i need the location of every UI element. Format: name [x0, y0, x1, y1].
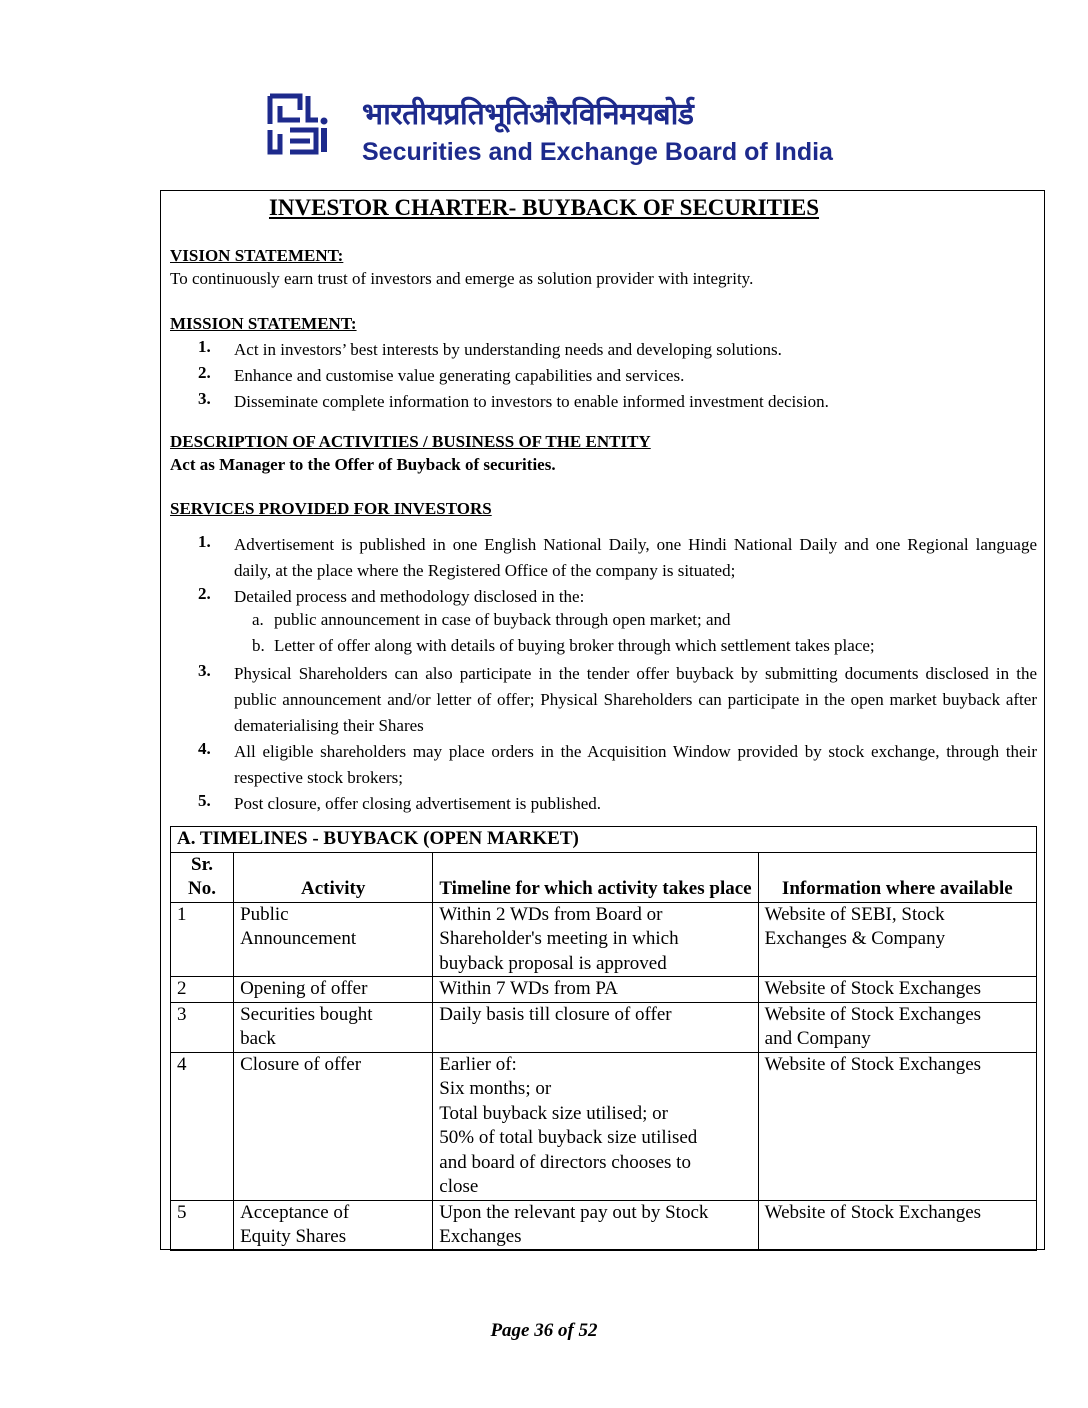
header-line: Timeline for which activity takes	[439, 878, 705, 899]
service-item-number: 5.	[198, 791, 211, 810]
cell-line: Six months; or	[439, 1078, 552, 1099]
service-item-number: 2.	[198, 584, 211, 603]
cell-line: Shareholder's meeting in which	[439, 928, 679, 949]
hindi-org-name: भारतीयप्रतिभूतिऔरविनिमयबोर्ड	[362, 97, 694, 132]
column-header-activity: Activity	[234, 852, 433, 902]
cell-timeline	[433, 902, 758, 977]
service-item-number: 3.	[198, 661, 211, 680]
table-row	[171, 1052, 1037, 1200]
cell-line: Exchanges	[439, 1226, 522, 1247]
service-item-number: 1.	[198, 532, 211, 551]
cell-line: Website of Stock Exchanges	[764, 1003, 982, 1025]
cell-activity	[234, 1052, 433, 1200]
cell-line: Acceptance of	[240, 1201, 350, 1223]
service-subitem-text: Letter of offer along with details of buying broker through which settlement takes place;	[274, 636, 875, 655]
column-header-info	[758, 852, 1036, 902]
description-heading: DESCRIPTION OF ACTIVITIES / BUSINESS OF THE ENTITY	[170, 432, 651, 451]
mission-item-number: 3.	[198, 389, 211, 408]
cell-line: back	[240, 1028, 276, 1049]
page-title: INVESTOR CHARTER- BUYBACK OF SECURITIES	[268, 195, 820, 220]
table-header-row	[171, 852, 1037, 902]
timelines-table	[170, 826, 1037, 1251]
service-item-text: Detailed process and methodology disclosed in the:	[234, 587, 585, 606]
cell-line: Daily basis till closure of offer	[439, 1003, 672, 1025]
table-row	[171, 1002, 1037, 1052]
cell-activity	[234, 1200, 433, 1250]
mission-item-text: Act in investors’ best interests by understanding needs and developing solutions.	[234, 340, 782, 359]
cell-activity	[234, 902, 433, 977]
mission-heading: MISSION STATEMENT:	[170, 314, 357, 333]
cell-line: Opening of offer	[240, 978, 368, 999]
cell-line: Equity Shares	[240, 1226, 347, 1247]
service-subitem-letter: a.	[252, 610, 264, 629]
cell-line: Website of SEBI, Stock	[764, 903, 945, 925]
cell-line: buyback proposal is approved	[439, 952, 667, 974]
column-header-timeline	[433, 852, 758, 902]
cell-line: and Company	[764, 1028, 871, 1049]
cell-line: Total buyback size utilised; or	[439, 1102, 669, 1124]
cell-info	[758, 1052, 1036, 1200]
cell-line: Website of Stock Exchanges	[764, 978, 982, 999]
services-heading: SERVICES PROVIDED FOR INVESTORS	[170, 499, 492, 518]
header-line: Information where	[781, 878, 936, 899]
table-row	[171, 1200, 1037, 1250]
service-subitem-letter: b.	[252, 636, 265, 655]
cell-line: 50% of total buyback size utilised	[439, 1127, 698, 1148]
cell-line: Within 7 WDs from PA	[439, 978, 618, 999]
english-org-name: Securities and Exchange Board of India	[362, 138, 833, 166]
vision-text: To continuously earn trust of investors and emerge as solution provider with integrity.	[170, 269, 754, 288]
cell-line: Within 2 WDs from Board or	[439, 903, 663, 925]
column-header-sr	[171, 852, 234, 902]
cell-activity	[234, 1002, 433, 1052]
header-line: available	[939, 878, 1013, 899]
cell-timeline	[433, 1200, 758, 1250]
vision-heading: VISION STATEMENT:	[170, 246, 344, 265]
mission-item-text: Disseminate complete information to investors to enable informed investment decision.	[234, 392, 829, 411]
cell-sr: 1	[171, 902, 234, 977]
mission-item-number: 1.	[198, 337, 211, 356]
cell-line: Website of Stock Exchanges	[764, 1053, 982, 1075]
cell-info	[758, 977, 1036, 1003]
cell-sr: 4	[171, 1052, 234, 1200]
table-row	[171, 902, 1037, 977]
cell-line: Website of Stock Exchanges	[764, 1201, 982, 1223]
mission-item-text: Enhance and customise value generating capabilities and services.	[234, 366, 685, 385]
cell-line: Securities bought	[240, 1003, 373, 1025]
cell-sr: 3	[171, 1002, 234, 1052]
table-caption: A. TIMELINES - BUYBACK (OPEN MARKET)	[171, 827, 1037, 853]
header-line: No.	[188, 878, 217, 899]
cell-line: Announcement	[240, 928, 357, 949]
cell-line: close	[439, 1176, 479, 1197]
table-caption-row	[171, 827, 1037, 853]
table-row	[171, 977, 1037, 1003]
header-line: Sr.	[191, 853, 214, 875]
sebi-logo	[266, 90, 346, 158]
cell-line: Closure of offer	[240, 1053, 362, 1075]
cell-timeline	[433, 977, 758, 1003]
mission-item-number: 2.	[198, 363, 211, 382]
cell-timeline	[433, 1052, 758, 1200]
service-item-number: 4.	[198, 739, 211, 758]
cell-info	[758, 1200, 1036, 1250]
cell-info	[758, 1002, 1036, 1052]
service-item-text: All eligible shareholders may place orders in the Acquisition Window provided by stock exchange, through their respective stock brokers;	[234, 742, 1037, 787]
cell-line: and board of directors chooses to	[439, 1151, 691, 1173]
cell-sr: 2	[171, 977, 234, 1003]
cell-info	[758, 902, 1036, 977]
cell-line: Upon the relevant pay out by Stock	[439, 1201, 709, 1223]
service-item-text: Post closure, offer closing advertisement is published.	[234, 794, 602, 813]
cell-sr: 5	[171, 1200, 234, 1250]
description-text: Act as Manager to the Offer of Buyback of securities.	[170, 455, 556, 474]
cell-line: Exchanges & Company	[764, 928, 946, 949]
header-line: place	[709, 878, 752, 899]
cell-line: Earlier of:	[439, 1053, 517, 1075]
page-number: Page 36 of 52	[490, 1320, 598, 1341]
service-subitem-text: public announcement in case of buyback through open market; and	[274, 610, 731, 629]
service-item-text: Advertisement is published in one English National Daily, one Hindi National Daily and one Regional language daily, at the place where the Registered Office of the company is situated;	[234, 535, 1037, 580]
cell-timeline	[433, 1002, 758, 1052]
table-body	[171, 902, 1037, 1250]
service-item-text: Physical Shareholders can also participate in the tender offer buyback by submitting documents disclosed in the public announcement and/or letter of offer; Physical Shareholders can participate in the open market buyback after dematerialising their Shares	[234, 664, 1037, 735]
cell-activity	[234, 977, 433, 1003]
cell-line: Public	[240, 903, 289, 925]
